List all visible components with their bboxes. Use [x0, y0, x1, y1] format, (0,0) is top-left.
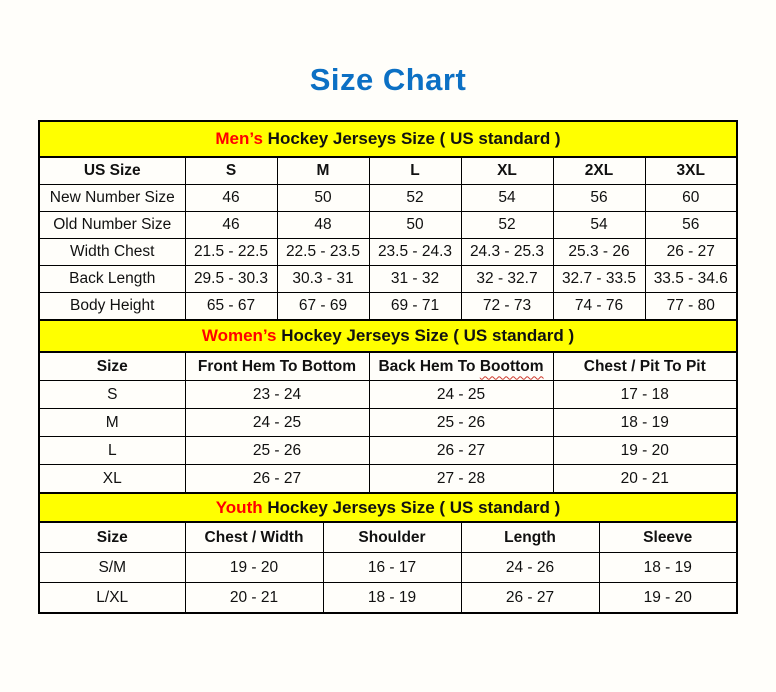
cell: 24 - 25 [185, 409, 369, 437]
youth-size-table [38, 492, 738, 614]
table-row-new-number-size [39, 185, 737, 212]
column-header-back-hem [369, 352, 553, 381]
table-row-women-m [39, 409, 737, 437]
column-header-length: Length [461, 522, 599, 553]
cell: 50 [277, 185, 369, 212]
mens-size-table [38, 120, 738, 321]
cell: 54 [553, 212, 645, 239]
cell: 52 [461, 212, 553, 239]
cell: 19 - 20 [553, 437, 737, 465]
column-header-3xl: 3XL [645, 157, 737, 185]
column-header-size: Size [39, 352, 185, 381]
womens-column-header-row [39, 352, 737, 381]
cell: 23 - 24 [185, 381, 369, 409]
cell: 46 [185, 185, 277, 212]
cell: 25 - 26 [185, 437, 369, 465]
cell: 65 - 67 [185, 293, 277, 321]
section-title-youth: Hockey Jerseys Size ( US standard ) [267, 497, 561, 517]
cell: 25 - 26 [369, 409, 553, 437]
section-header-mens [39, 121, 737, 157]
table-row-women-xl [39, 465, 737, 494]
cell: 22.5 - 23.5 [277, 239, 369, 266]
cell: 31 - 32 [369, 266, 461, 293]
row-label: S/M [39, 553, 185, 583]
cell: 24 - 25 [369, 381, 553, 409]
row-label: XL [39, 465, 185, 494]
size-chart [38, 120, 738, 614]
column-header-shoulder: Shoulder [323, 522, 461, 553]
column-header-m: M [277, 157, 369, 185]
cell: 74 - 76 [553, 293, 645, 321]
row-label: Back Length [39, 266, 185, 293]
cell: 17 - 18 [553, 381, 737, 409]
cell: 26 - 27 [461, 583, 599, 614]
cell: 26 - 27 [369, 437, 553, 465]
cell: 19 - 20 [185, 553, 323, 583]
table-row-women-s [39, 381, 737, 409]
column-header-chest-pit: Chest / Pit To Pit [553, 352, 737, 381]
row-label: New Number Size [39, 185, 185, 212]
cell: 26 - 27 [185, 465, 369, 494]
cell: 60 [645, 185, 737, 212]
cell: 21.5 - 22.5 [185, 239, 277, 266]
table-row-youth-lxl [39, 583, 737, 614]
section-band-mens [39, 121, 737, 157]
cell: 69 - 71 [369, 293, 461, 321]
cell: 67 - 69 [277, 293, 369, 321]
table-row-body-height [39, 293, 737, 321]
section-band-youth [39, 493, 737, 522]
column-header-us-size: US Size [39, 157, 185, 185]
row-label: M [39, 409, 185, 437]
column-header-chest-width: Chest / Width [185, 522, 323, 553]
section-title-womens: Hockey Jerseys Size ( US standard ) [281, 326, 575, 345]
table-row-back-length [39, 266, 737, 293]
row-label: L [39, 437, 185, 465]
table-row-youth-sm [39, 553, 737, 583]
cell: 46 [185, 212, 277, 239]
cell: 18 - 19 [553, 409, 737, 437]
cell: 18 - 19 [599, 553, 737, 583]
section-band-womens [39, 320, 737, 352]
column-header-l: L [369, 157, 461, 185]
mens-column-header-row [39, 157, 737, 185]
cell: 18 - 19 [323, 583, 461, 614]
column-header-size: Size [39, 522, 185, 553]
cell: 32 - 32.7 [461, 266, 553, 293]
section-header-youth [39, 493, 737, 522]
cell: 25.3 - 26 [553, 239, 645, 266]
section-highlight-youth: Youth [215, 497, 263, 517]
column-header-sleeve: Sleeve [599, 522, 737, 553]
row-label: Body Height [39, 293, 185, 321]
cell: 50 [369, 212, 461, 239]
column-header-front-hem: Front Hem To Bottom [185, 352, 369, 381]
section-highlight-mens: Men’s [215, 129, 263, 148]
row-label: L/XL [39, 583, 185, 614]
cell: 56 [645, 212, 737, 239]
cell: 26 - 27 [645, 239, 737, 266]
cell: 19 - 20 [599, 583, 737, 614]
cell: 32.7 - 33.5 [553, 266, 645, 293]
cell: 33.5 - 34.6 [645, 266, 737, 293]
column-header-2xl: 2XL [553, 157, 645, 185]
page-title: Size Chart [309, 62, 467, 97]
cell: 29.5 - 30.3 [185, 266, 277, 293]
section-title-mens: Hockey Jerseys Size ( US standard ) [267, 129, 561, 148]
cell: 24.3 - 25.3 [461, 239, 553, 266]
cell: 72 - 73 [461, 293, 553, 321]
misspelled-word: Boottom [479, 357, 544, 375]
row-label: Width Chest [39, 239, 185, 266]
section-header-womens [39, 320, 737, 352]
cell: 77 - 80 [645, 293, 737, 321]
column-header-xl: XL [461, 157, 553, 185]
cell: 23.5 - 24.3 [369, 239, 461, 266]
womens-size-table [38, 319, 738, 494]
youth-column-header-row [39, 522, 737, 553]
cell: 56 [553, 185, 645, 212]
table-row-old-number-size [39, 212, 737, 239]
cell: 48 [277, 212, 369, 239]
column-header-s: S [185, 157, 277, 185]
cell: 16 - 17 [323, 553, 461, 583]
table-row-women-l [39, 437, 737, 465]
cell: 20 - 21 [185, 583, 323, 614]
section-highlight-womens: Women’s [201, 326, 277, 345]
cell: 24 - 26 [461, 553, 599, 583]
cell: 30.3 - 31 [277, 266, 369, 293]
cell: 20 - 21 [553, 465, 737, 494]
cell: 54 [461, 185, 553, 212]
table-row-width-chest [39, 239, 737, 266]
back-hem-prefix: Back Hem To [378, 357, 476, 375]
cell: 52 [369, 185, 461, 212]
cell: 27 - 28 [369, 465, 553, 494]
row-label: Old Number Size [39, 212, 185, 239]
row-label: S [39, 381, 185, 409]
